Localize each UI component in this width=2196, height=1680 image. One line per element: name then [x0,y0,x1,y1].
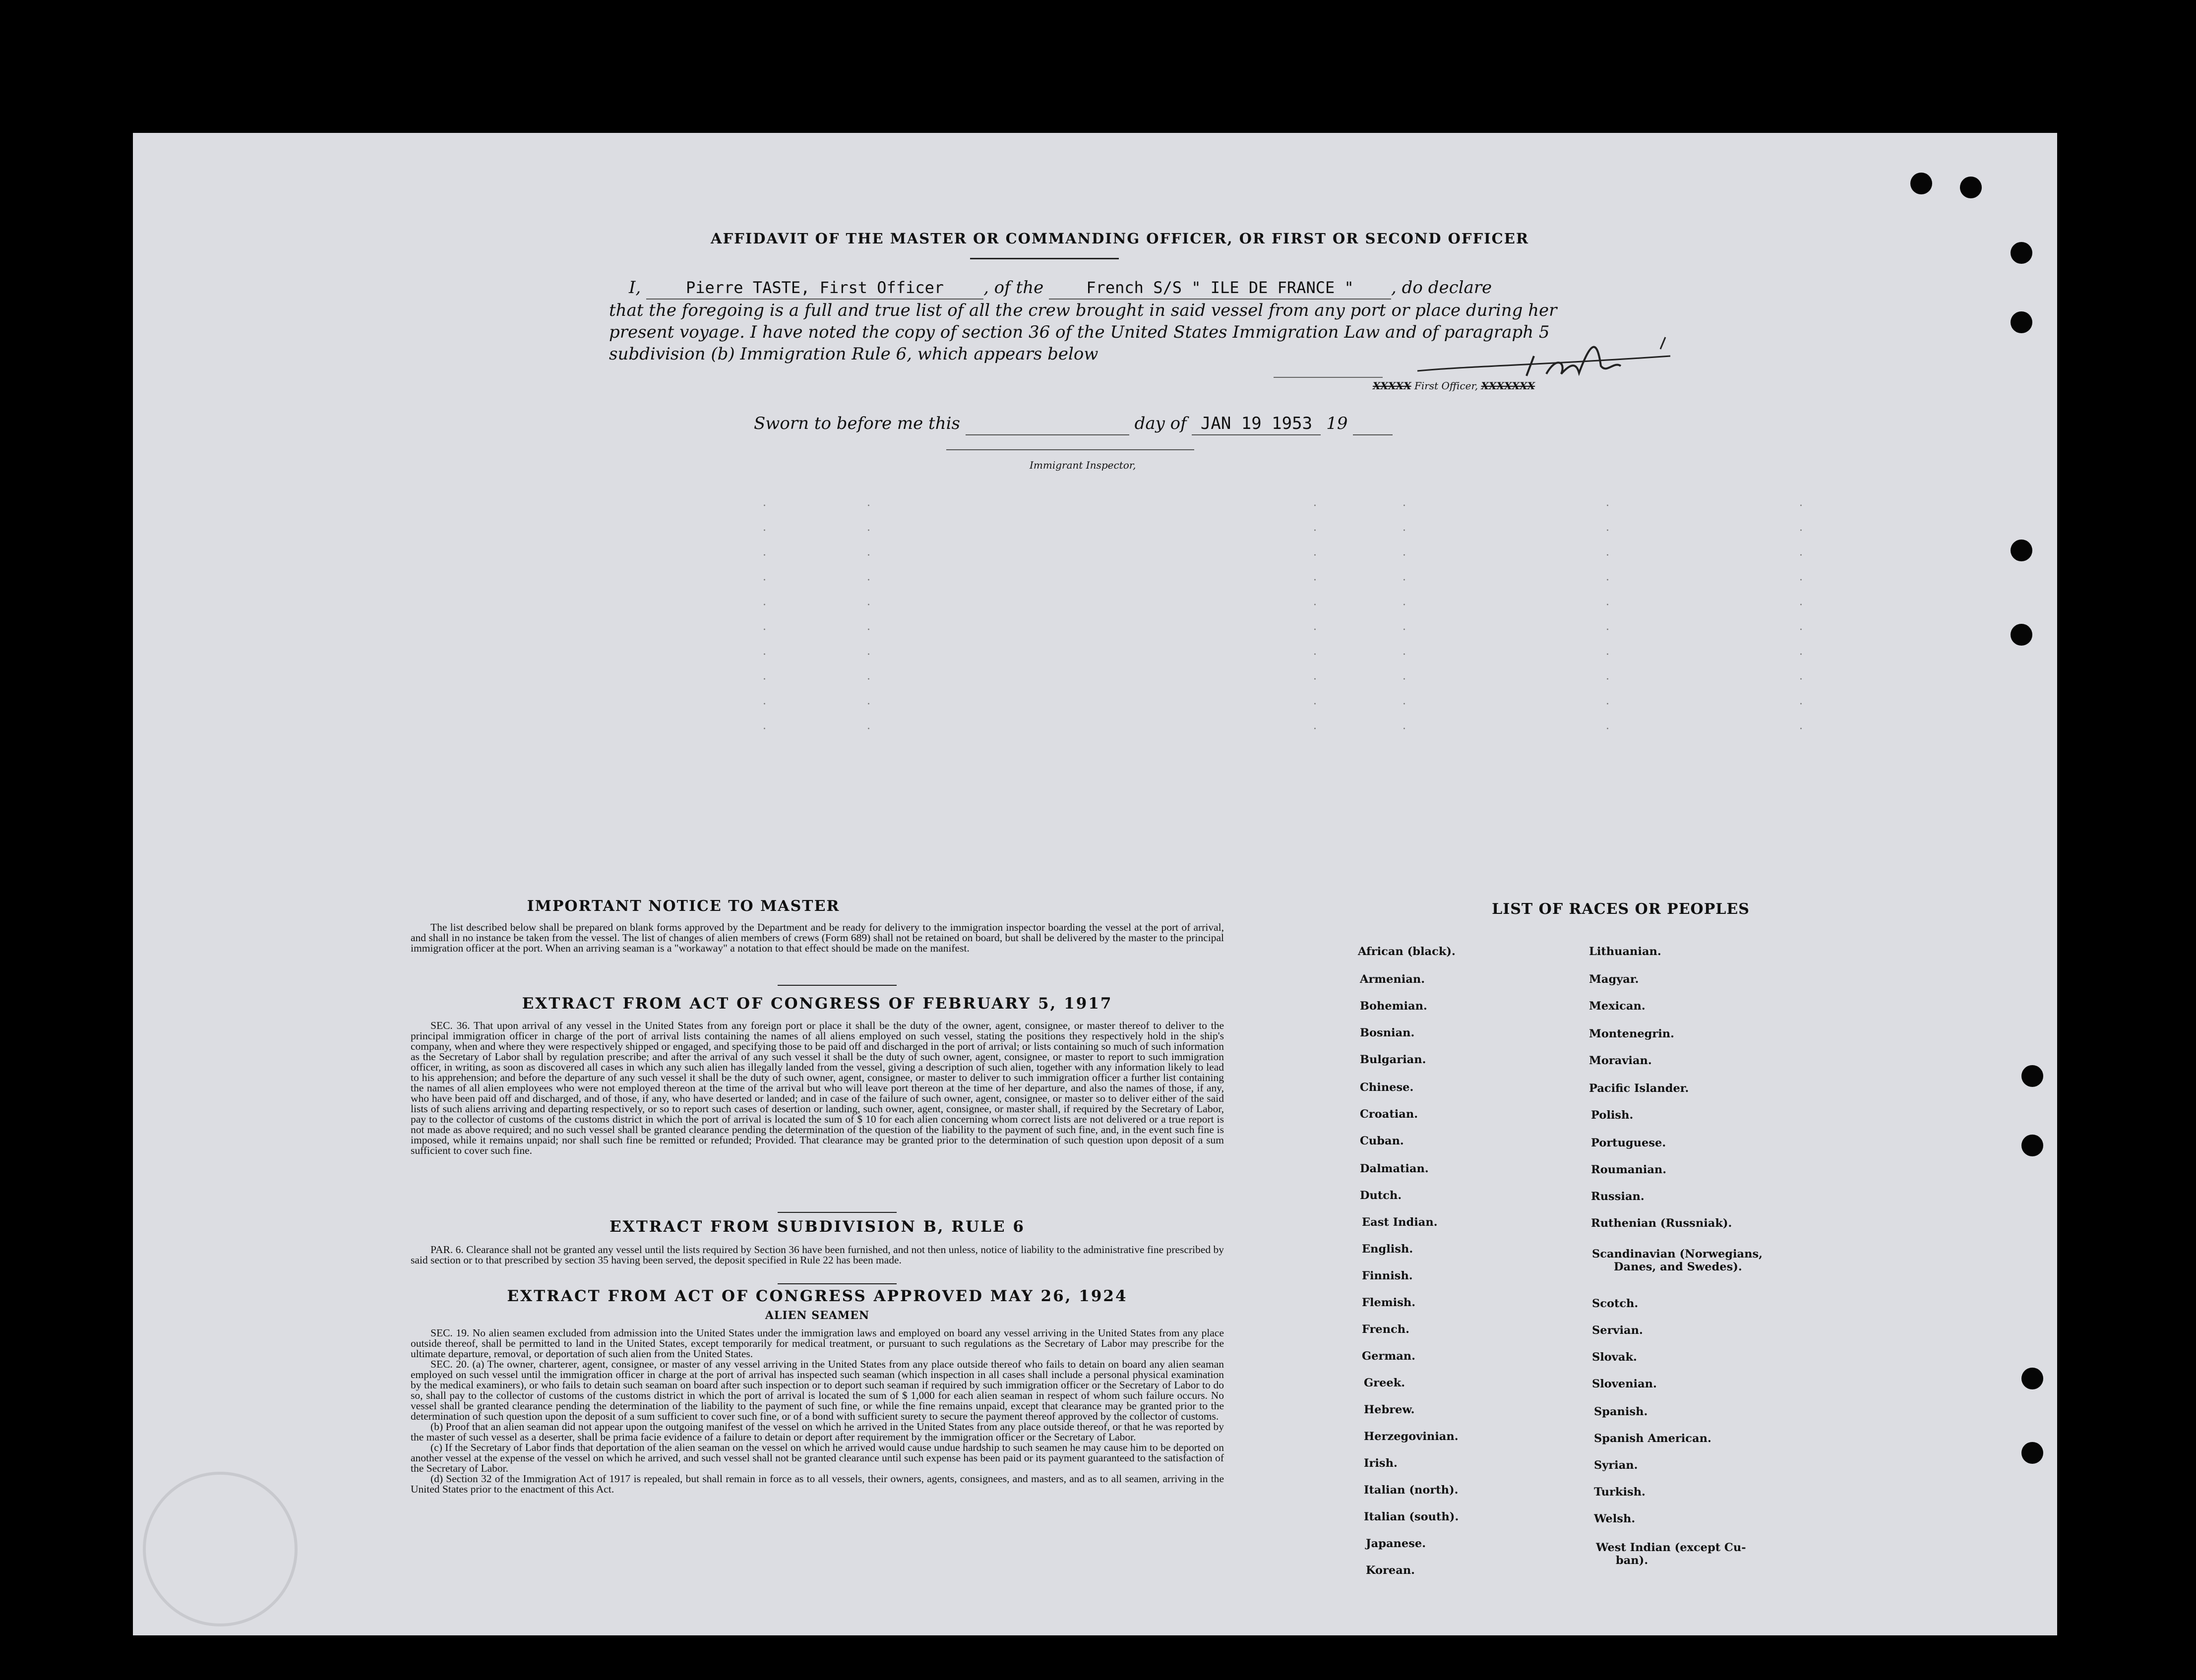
sec-20b-text: (b) Proof that an alien seaman did not appear upon the outgoing manifest of the vessel on which he arrived in the United States from any place outside thereof, or that he was reported by the master of such vessel as a deserter, shall be prima facie evidence of a failure to detain or deport after requirement by the immigration officer or the Secretary of Labor. [411,1421,1224,1443]
punch-hole [2021,1135,2043,1156]
race-item: Montenegrin. [1589,1027,1674,1040]
race-item: Polish. [1591,1109,1634,1122]
races-title: LIST OF RACES OR PEOPLES [1492,900,1750,918]
race-item: Cuban. [1360,1135,1404,1147]
punch-hole [2021,1065,2043,1087]
race-item: Pacific Islander. [1589,1082,1689,1095]
race-item: Hebrew. [1364,1403,1415,1416]
punch-hole [2011,311,2032,333]
race-item: Korean. [1366,1564,1415,1577]
race-item: Italian (south). [1364,1510,1459,1523]
race-item: Servian. [1592,1324,1643,1337]
day-of-label: day of [1134,414,1187,433]
race-item: Danes, and Swedes). [1614,1260,1742,1273]
sec-20d-text: (d) Section 32 of the Immigration Act of 1917 is repealed, but shall remain in force as to all vessels, their owners, agents, consignees, and masters, and as to all seamen, arriving in the United States prior to the enactment of this Act. [411,1473,1224,1495]
extract3-subtitle: ALIEN SEAMEN [765,1309,870,1322]
do-declare-label: , do declare [1391,278,1492,298]
par-6-text: PAR. 6. Clearance shall not be granted any vessel until the lists required by Section 36 have been furnished, and not then unless, notice of liability to the administrative fine prescribed by said section or to that prescribed by section 35 having been served, the deposit specified in Rule 22 has been made. [411,1244,1224,1266]
extract2-title: EXTRACT FROM SUBDIVISION B, RULE 6 [610,1218,1025,1236]
race-item: Mexican. [1589,1000,1646,1013]
race-item: Slovak. [1592,1351,1637,1364]
struck-word: XXXXXXX [1481,380,1535,392]
day-field [966,413,1129,435]
race-item: English. [1362,1243,1413,1256]
signature-line [1274,377,1383,378]
race-item: Portuguese. [1591,1137,1666,1149]
race-item: Bulgarian. [1360,1053,1426,1066]
officer-caption: First Officer, [1414,380,1478,392]
race-item: Bosnian. [1360,1026,1415,1039]
punch-hole [1960,177,1982,198]
year-prefix: 19 [1326,414,1348,433]
race-item: Spanish American. [1594,1432,1711,1445]
race-item: Japanese. [1366,1537,1426,1550]
race-item: Croatian. [1360,1108,1418,1121]
race-item: Turkish. [1594,1486,1646,1499]
title-underline [970,258,1119,259]
section-36-text: SEC. 36. That upon arrival of any vessel in the United States from any foreign port or place it shall be the duty of the owner, agent, consignee, or master thereof to deliver to the principal immigration officer in charge of the port of arrival lists containing the names of all aliens employed on such vessel, stating the positions they respectively hold in the ship's company, when and where they were respectively shipped or engaged, and specifying those to be paid off and discharged in the port of arrival; or lists containing so much of such information as the Secretary of Labor shall by regulation prescribe; and after the arrival of any such vessel it shall be the duty of such owner, agent, consignee, or master to report to such immigration officer, in writing, as soon as discovered all cases in which any such alien has illegally landed from the vessel, giving a description of such alien, together with any information likely to lead to his apprehension; and before the departure of any such vessel it shall be the duty of such owner, agent, consignee, or master to deliver to such immigration officer a further list containing the names of all alien employees who were not employed thereon at the time of the arrival but who will leave port thereon at the time of her departure, and also the names of those, if any, who have been paid off and discharged, and of those, if any, who have deserted or landed; and in case of the failure of such owner, agent, consignee, or master so to deliver either of the said lists of such aliens arriving and departing respectively, or so to report such cases of desertion or landing, such owner, agent, consignee, or master shall, if required by the Secretary of Labor, pay to the collector of customs of the customs district in which the port of arrival is located the sum of $ 10 for each alien concerning whom correct lists are not delivered or a true report is not made as above required; and no such vessel shall be granted clearance pending the determination of the question of the liability to the payment of such fine, and, in the event such fine is imposed, while it remains unpaid; nor shall such fine be remitted or refunded; Provided. That clearance may be granted prior to the determination of such question upon deposit of a sum sufficient to cover such fine. [411,1020,1224,1156]
race-item: Roumanian. [1591,1163,1667,1176]
officer-caption-row [1373,380,1535,392]
race-item: ban). [1616,1554,1648,1567]
race-item: African (black). [1358,945,1456,958]
divider [778,985,897,986]
struck-word: XXXXX [1373,380,1411,392]
extract1-body [411,1020,1224,1156]
race-item: Dalmatian. [1360,1162,1429,1175]
race-item: East Indian. [1362,1216,1438,1229]
race-item: Greek. [1364,1377,1405,1389]
punch-hole [2011,242,2032,264]
divider [778,1212,897,1213]
notice-text: The list described below shall be prepared on blank forms approved by the Department and be ready for delivery to the immigration inspector boarding the vessel at the port of arrival, and shall in no instance be taken from the vessel. The list of changes of alien members of crews (Form 689) shall not be retained on board, but shall be delivered by the master to the principal immigration officer at the port. When an arriving seaman is a "workaway" a notation to that effect should be made on the manifest. [411,921,1224,954]
race-item: Bohemian. [1360,1000,1427,1013]
punch-hole [2021,1442,2043,1464]
race-item: Irish. [1364,1457,1398,1470]
race-item: Russian. [1591,1190,1645,1203]
race-item: West Indian (except Cu- [1596,1541,1746,1554]
officer-name-field: Pierre TASTE, First Officer [646,277,983,300]
notice-body [411,922,1224,954]
race-item: Slovenian. [1592,1378,1657,1390]
extract1-title: EXTRACT FROM ACT OF CONGRESS OF FEBRUARY 5, 1917 [522,995,1113,1013]
race-item: Ruthenian (Russniak). [1591,1217,1732,1230]
of-the-label: , of the [983,278,1044,298]
extract3-body [411,1328,1224,1495]
race-item: Magyar. [1589,973,1639,986]
sec-20a-text: SEC. 20. (a) The owner, charterer, agent, consignee, or master of any vessel arriving in the United States from any place outside thereof who fails to detain on board any alien seaman employed on such vessel until the immigration officer in charge at the port of arrival has inspected such seaman (which inspection in all cases shall include a personal physical examination by the medical examiners), or who fails to detain such seaman on board after such inspection or to deport such seaman if required by such immigration officer or the Secretary of Labor to do so, shall pay to the collector of customs of the customs district in which the port of arrival is located the sum of $ 1,000 for each alien seaman in respect of whom such failure occurs. No vessel shall be granted clearance pending the determination of the liability to the payment of such fine, or while the fine remains unpaid, except that clearance may be granted prior to the determination of such question upon the deposit of a sum sufficient to cover such fine, or of a bond with sufficient surety to secure the payment thereof approved by the collector of customs. [411,1358,1224,1422]
sec-19-text: SEC. 19. No alien seamen excluded from admission into the United States under the immigration laws and employed on board any vessel arriving in the United States from any place outside thereof, shall be permitted to land in the United States, except temporarily for medical treatment, or pursuant to such regulations as the Secretary of Labor may prescribe for the ultimate departure, removal, or deportation of such alien from the United States. [411,1327,1224,1360]
year-field [1353,413,1393,435]
punch-hole [2021,1368,2043,1389]
race-item: Welsh. [1594,1512,1636,1525]
affidavit-title: AFFIDAVIT OF THE MASTER OR COMMANDING OFFICER, OR FIRST OR SECOND OFFICER [711,230,1529,247]
punch-hole [1910,173,1932,194]
race-item: German. [1362,1350,1415,1363]
document-page: · · · · · · · · · · · · · · · · · · · · · · · · · · · · · · · · · · · · · · · · · · · · · · · · · · · · · · · · · · · · AFFIDAVIT OF THE MASTER OR COMMANDING OFFICER, OR FIRST OR SECOND OFFICER I, Pierre TASTE, First Officer , of the French S/S " ILE DE FRANCE " , do declare that the foregoing is a full and true list of all the crew brought in said vessel from any port or place during her present voyage. I have noted the copy of section 36 of the United States Immigration Law and of paragraph 5 subdivision (b) Immigration Rule 6, which appears below XXXXX First Officer, XXXXXXX Sworn to before me this day of JAN 19 1953 19 Immigrant Inspector, IMPORTANT NOTICE TO MASTER The list described below shall be prepared on blank forms approved by the Department and be ready for delivery to the immigration inspector boarding the vessel at the port of arrival, and shall in no instance be taken from the vessel. The list of changes of alien members of crews (Form 689) shall not be retained on board, but shall be delivered by the master to the principal immigration officer at the port. When an arriving seaman is a "workaway" a notation to that effect should be made on the manifest. EXTRACT FROM ACT OF CONGRESS OF FEBRUARY 5, 1917 SEC. 36. That upon arrival of any vessel in the United States from any foreign port or place it shall be the duty of the owner, agent, consignee, or master thereof to deliver to the principal immigration officer in charge of the port of arrival lists containing the names of all aliens employed on such vessel, stating the positions they respectively hold in the ship's company, when and where they were respectively shipped or engaged, and specifying those to be paid off and discharged in the port of arrival; or lists containing so much of such information as the Secretary of Labor shall by regulation prescribe; and after the arrival of any such vessel it shall be the duty of such owner, agent, consignee, or master to report to such immigration officer, in writing, as soon as discovered all cases in which any such alien has illegally landed from the vessel, giving a description of such alien, together with any information likely to lead to his apprehension; and before the departure of any such vessel it shall be the duty of such owner, agent, consignee, or master to deliver to such immigration officer a further list containing the names of all alien employees who were not employed thereon at the time of the arrival but who will leave port thereon at the time of her departure, and also the names of those, if any, who have been paid off and discharged, and of those, if any, who have deserted or landed; and in case of the failure of such owner, agent, consignee, or master so to deliver either of the said lists of such aliens arriving and departing respectively, or so to report such cases of desertion or landing, such owner, agent, consignee, or master shall, if required by the Secretary of Labor, pay to the collector of customs of the customs district in which the port of arrival is located the sum of $ 10 for each alien concerning whom correct lists are not delivered or a true report is not made as above required; and no such vessel shall be granted clearance pending the determination of the question of the liability to the payment of such fine, and, in the event such fine is imposed, while it remains unpaid; nor shall such fine be remitted or refunded; Provided. That clearance may be granted prior to the determination of such question upon deposit of a sum sufficient to cover such fine. EXTRACT FROM SUBDIVISION B, RULE 6 PAR. 6. Clearance shall not be granted any vessel until the lists required by Section 36 have been furnished, and not then unless, notice of liability to the administrative fine prescribed by said section or to that prescribed by section 35 having been served, the deposit specified in Rule 22 has been made. EXTRACT FROM ACT OF CONGRESS APPROVED MAY 26, 1924 ALIEN SEAMEN SEC. 19. No alien seamen excluded from admission into the United States under the immigration laws and employed on board any vessel arriving in the United States from any place outside thereof, shall be permitted to land in the United States, except temporarily for medical treatment, or pursuant to such regulations as the Secretary of Labor may prescribe for the ultimate departure, removal, or deportation of such alien from the United States. SEC. 20. (a) The owner, charterer, agent, consignee, or master of any vessel arriving in the United States from any place outside thereof who fails to detain on board any alien seaman employed on such vessel until the immigration officer in charge at the port of arrival has inspected such seaman (which inspection in all cases shall include a personal physical examination by the medical examiners), or who fails to detain such seaman on board after such inspection or to deport such seaman if required by such immigration officer or the Secretary of Labor to do so, shall pay to the collector of customs of the customs district in which the port of arrival is located the sum of $ 1,000 for each alien seaman in respect of whom such failure occurs. No vessel shall be granted clearance pending the determination of the liability to the payment of such fine, or while the fine remains unpaid, except that clearance may be granted prior to the determination of such question upon the deposit of a sum sufficient to cover such fine, or of a bond with sufficient surety to secure the payment thereof approved by the collector of customs. (b) Proof that an alien seaman did not appear upon the outgoing manifest of the vessel on which he arrived in the United States from any place outside thereof, or that he was reported by the master of such vessel as a deserter, shall be prima facie evidence of a failure to detain or deport after requirement by the immigration officer or the Secretary of Labor. (c) If the Secretary of Labor finds that deportation of the alien seaman on the vessel on which he arrived would cause undue hardship to such seamen he may cause him to be deported on another vessel at the expense of the vessel on which he arrived, and such vessel shall not be granted clearance until such expense has been paid or its payment guaranteed to the satisfaction of the Secretary of Labor. (d) Section 32 of the Immigration Act of 1917 is repealed, but shall remain in force as to all vessels, their owners, agents, consignees, and masters, and as to all seamen, arriving in the United States prior to the enactment of this Act. LIST OF RACES OR PEOPLES African (black). Armenian. Bohemian. Bosnian. Bulgarian. Chinese. Croatian. Cuban. Dalmatian. Dutch. East Indian. English. Finnish. Flemish. French. German. Greek. Hebrew. Herzegovinian. Irish. Italian (north). Italian (south). Japanese. Korean. Lithuanian. Magyar. Mexican. Montenegrin. Moravian. Pacific Islander. Polish. Portuguese. Roumanian. Russian. Ruthenian (Russniak). Scandinavian (Norwegians, Danes, and Swedes). Scotch. Servian. Slovak. Slovenian. Spanish. Spanish American. Syrian. Turkish. Welsh. West Indian (except Cu- ban). [133,133,2057,1635]
race-item: Scandinavian (Norwegians, [1592,1248,1763,1260]
race-item: Italian (north). [1364,1484,1459,1497]
extract2-body [411,1245,1224,1265]
race-item: Spanish. [1594,1405,1648,1418]
notice-title: IMPORTANT NOTICE TO MASTER [527,898,840,915]
race-item: Flemish. [1362,1296,1416,1309]
race-item: Finnish. [1362,1269,1413,1282]
race-item: Herzegovinian. [1364,1430,1459,1443]
extract3-title: EXTRACT FROM ACT OF CONGRESS APPROVED MAY 26, 1924 [507,1287,1128,1305]
inspector-signature-line [946,449,1194,450]
vessel-name-field: French S/S " ILE DE FRANCE " [1049,277,1391,300]
race-item: French. [1362,1323,1409,1336]
declaration-line-3: present voyage. I have noted the copy of section 36 of the United States Immigration Law and of paragraph 5 [609,322,1550,342]
race-item: Dutch. [1360,1189,1402,1202]
race-item: Armenian. [1360,973,1425,986]
sworn-label: Sworn to before me this [754,414,960,433]
date-stamp: JAN 19 1953 [1192,413,1321,435]
sec-20c-text: (c) If the Secretary of Labor finds that deportation of the alien seaman on the vessel on which he arrived would cause undue hardship to such seamen he may cause him to be deported on another vessel at the expense of the vessel on which he arrived, and such vessel shall not be granted clearance until such expense has been paid or its payment guaranteed to the satisfaction of the Secretary of Labor. [411,1441,1224,1474]
race-item: Scotch. [1592,1297,1639,1310]
race-item: Moravian. [1589,1054,1652,1067]
inspector-caption: Immigrant Inspector, [1030,459,1136,471]
declaration-line-4: subdivision (b) Immigration Rule 6, which appears below [609,344,1098,364]
declaration-line-2: that the foregoing is a full and true list of all the crew brought in said vessel from any port or place during her [609,300,1557,320]
race-item: Chinese. [1360,1081,1414,1094]
race-item: Syrian. [1594,1459,1638,1472]
sworn-row [754,413,1393,435]
race-item: Lithuanian. [1589,945,1661,958]
embossed-seal [143,1472,298,1626]
officer-signature [1412,331,1690,386]
divider [778,1283,897,1284]
pronoun: I, [629,278,641,298]
punch-hole [2011,624,2032,646]
punch-hole [2011,540,2032,561]
